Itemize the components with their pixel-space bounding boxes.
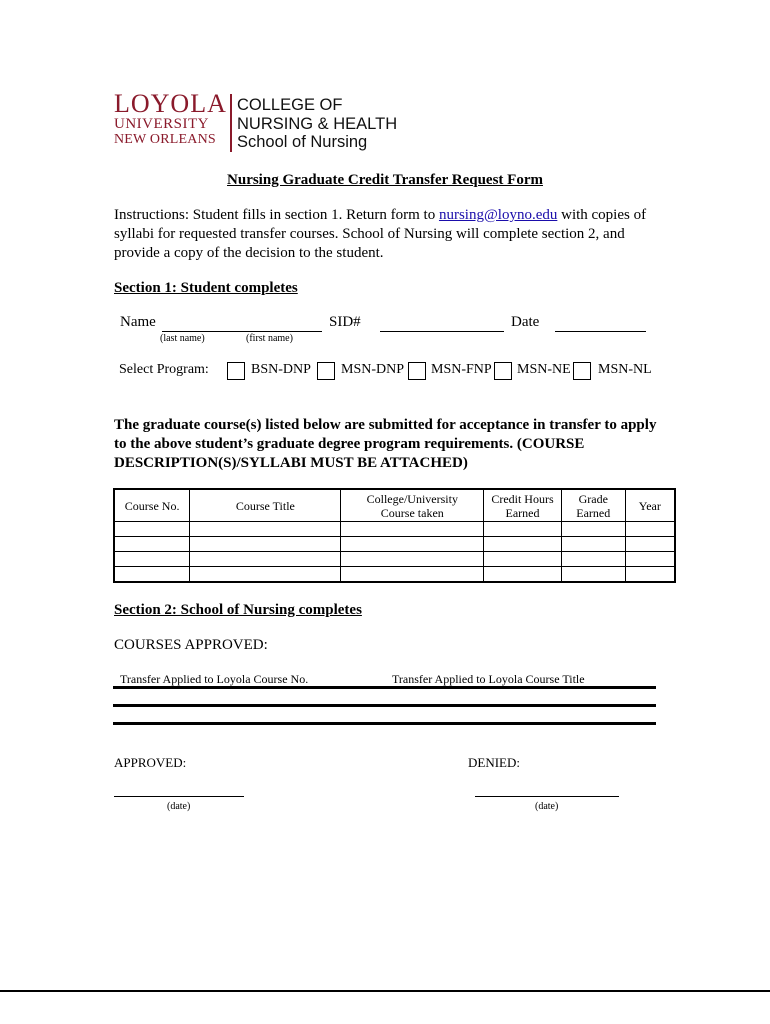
approved-course-line-2[interactable]: [113, 704, 656, 707]
email-link[interactable]: nursing@loyno.edu: [438, 207, 558, 223]
table-cell[interactable]: [190, 567, 341, 583]
header-college: College/University Course taken: [341, 489, 484, 522]
logo-university-text: UNIVERSITY: [114, 116, 209, 132]
course-table: [113, 488, 676, 583]
logo-new-orleans-text: NEW ORLEANS: [114, 132, 216, 147]
name-field[interactable]: [162, 331, 322, 332]
table-row: [114, 522, 675, 537]
logo-loyola-text: LOYOLA: [114, 89, 227, 118]
courses-approved-label: COURSES APPROVED:: [114, 637, 268, 653]
table-row: [114, 552, 675, 567]
course-table-header: [114, 489, 675, 522]
table-cell[interactable]: [341, 522, 484, 537]
transfer-course-no-label: Transfer Applied to Loyola Course No.: [120, 672, 309, 686]
table-cell[interactable]: [114, 522, 190, 537]
sid-field[interactable]: [380, 331, 504, 332]
table-cell[interactable]: [341, 552, 484, 567]
first-name-hint: (first name): [246, 333, 293, 344]
msn-nl-checkbox[interactable]: [573, 362, 591, 380]
denied-date-field[interactable]: [475, 796, 619, 797]
table-cell[interactable]: [114, 537, 190, 552]
header-course-title: Course Title: [190, 489, 341, 522]
approved-course-line-1[interactable]: [113, 686, 656, 689]
table-cell[interactable]: [561, 567, 625, 583]
university-logo: [114, 89, 227, 147]
bsn-dnp-checkbox[interactable]: [227, 362, 245, 380]
date-label: Date: [511, 314, 540, 330]
date-field[interactable]: [555, 331, 646, 332]
header-course-no: Course No.: [114, 489, 190, 522]
table-row: [114, 537, 675, 552]
college-line-3: School of Nursing: [237, 133, 368, 151]
logo-divider: [230, 94, 232, 152]
select-program-label: Select Program:: [119, 362, 209, 377]
table-cell[interactable]: [484, 552, 562, 567]
bsn-dnp-label: BSN-DNP: [251, 362, 311, 377]
table-row: [114, 567, 675, 583]
instructions-text-end: with copies of syllabi for requested transfer courses. School of Nursing will complete section 2, and provide a copy of the decision to the student.: [114, 207, 647, 261]
transfer-course-title-label: Transfer Applied to Loyola Course Title: [392, 672, 585, 686]
name-label: Name: [120, 314, 156, 330]
page-bottom-rule: [0, 990, 770, 992]
table-cell[interactable]: [484, 522, 562, 537]
table-cell[interactable]: [561, 522, 625, 537]
msn-nl-label: MSN-NL: [598, 362, 652, 377]
msn-dnp-checkbox[interactable]: [317, 362, 335, 380]
table-cell[interactable]: [190, 552, 341, 567]
section2-heading: Section 2: School of Nursing completes: [114, 602, 362, 618]
table-cell[interactable]: [625, 522, 675, 537]
last-name-hint: (last name): [160, 333, 205, 344]
header-grade: Grade Earned: [561, 489, 625, 522]
msn-ne-checkbox[interactable]: [494, 362, 512, 380]
college-line-2: NURSING & HEALTH: [237, 114, 398, 133]
instructions-text-start: Instructions: Student fills in section 1. Return form to: [114, 207, 439, 223]
table-cell[interactable]: [561, 537, 625, 552]
table-cell[interactable]: [484, 567, 562, 583]
table-cell[interactable]: [484, 537, 562, 552]
approved-course-line-3[interactable]: [113, 722, 656, 725]
table-cell[interactable]: [190, 522, 341, 537]
header-credit-hours: Credit Hours Earned: [484, 489, 562, 522]
college-name: [237, 96, 397, 152]
table-cell[interactable]: [114, 552, 190, 567]
msn-fnp-checkbox[interactable]: [408, 362, 426, 380]
denied-label: DENIED:: [468, 755, 520, 770]
form-title: Nursing Graduate Credit Transfer Request Form: [227, 172, 543, 188]
msn-dnp-label: MSN-DNP: [341, 362, 405, 377]
college-line-1: COLLEGE OF: [237, 96, 343, 114]
table-cell[interactable]: [625, 552, 675, 567]
msn-fnp-label: MSN-FNP: [431, 362, 492, 377]
table-cell[interactable]: [625, 567, 675, 583]
transfer-statement: The graduate course(s) listed below are submitted for acceptance in transfer to apply to the above student’s graduate degree program requirements. (COURSE DESCRIPTION(S)/SYLLABI MUST BE ATTACHED): [114, 417, 657, 471]
table-cell[interactable]: [114, 567, 190, 583]
denied-date-hint: (date): [535, 801, 559, 812]
section1-heading: Section 1: Student completes: [114, 280, 298, 296]
approved-label: APPROVED:: [114, 755, 187, 770]
sid-label: SID#: [329, 314, 361, 330]
msn-ne-label: MSN-NE: [517, 362, 571, 377]
table-cell[interactable]: [561, 552, 625, 567]
table-cell[interactable]: [341, 537, 484, 552]
table-cell[interactable]: [190, 537, 341, 552]
instructions: [114, 206, 659, 263]
approved-date-hint: (date): [167, 801, 191, 812]
header-year: Year: [625, 489, 675, 522]
approved-date-field[interactable]: [114, 796, 244, 797]
table-cell[interactable]: [341, 567, 484, 583]
table-cell[interactable]: [625, 537, 675, 552]
